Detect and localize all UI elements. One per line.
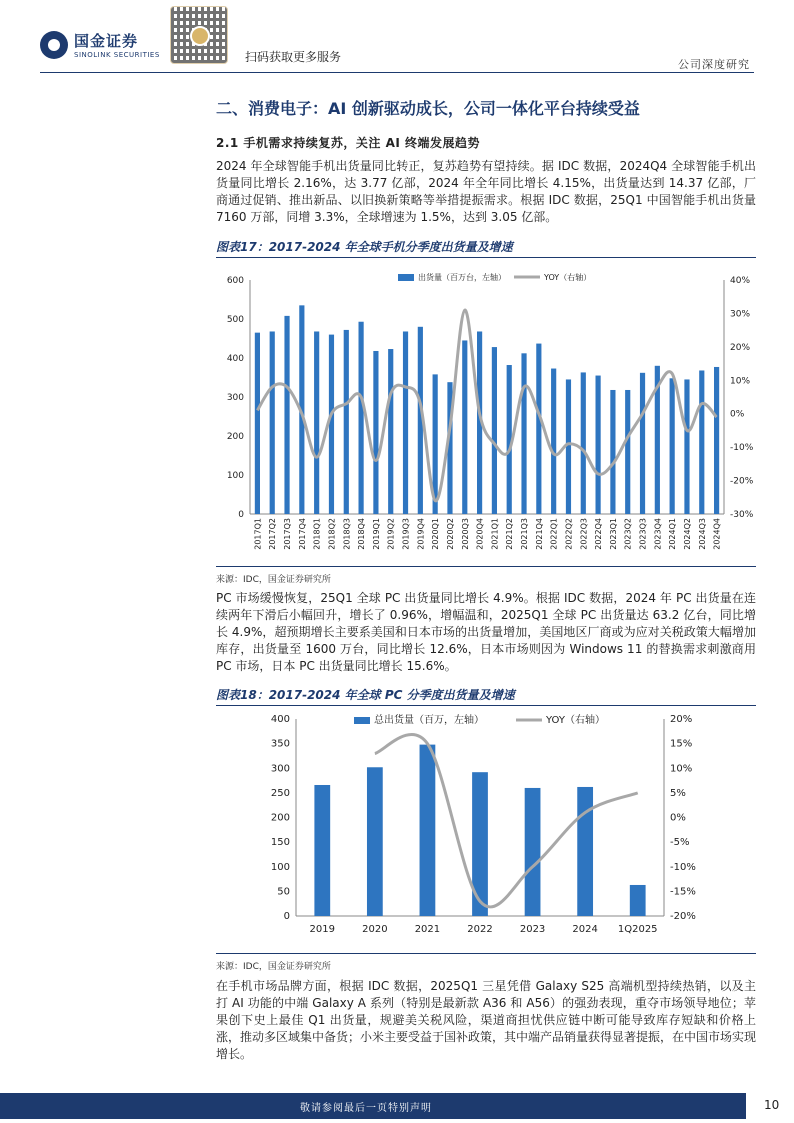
y-right-tick-label: 15% [670, 738, 693, 750]
legend-bar-swatch [354, 717, 370, 724]
bar [596, 376, 601, 514]
qr-center-icon [190, 26, 210, 46]
legend-line-label: YOY（右轴） [544, 273, 592, 282]
y-right-tick-label: -10% [670, 861, 696, 873]
y-right-tick-label: 30% [730, 309, 751, 320]
legend-line-label: YOY（右轴） [546, 715, 605, 726]
bar [525, 788, 541, 916]
y-left-tick-label: 300 [270, 763, 290, 775]
bar [344, 330, 349, 514]
bar [521, 353, 526, 514]
figure-17-title: 图表17：2017-2024 年全球手机分季度出货量及增速 [216, 240, 513, 254]
bar [462, 340, 467, 514]
bar [684, 379, 689, 514]
footer-disclaimer: 敬请参阅最后一页特别声明 [300, 1103, 432, 1114]
figure-18-title: 图表18：2017-2024 年全球 PC 分季度出货量及增速 [216, 688, 515, 702]
y-left-tick-label: 50 [277, 886, 290, 898]
legend-bar-label: 总出货量（百万，左轴） [374, 715, 484, 726]
bar [373, 351, 378, 514]
y-right-tick-label: 10% [730, 376, 751, 387]
header-divider [40, 72, 754, 73]
x-tick-label: 2019Q1 [371, 518, 381, 550]
y-left-tick-label: 100 [270, 861, 290, 873]
legend-bar-label: 出货量（百万台，左轴） [418, 273, 506, 282]
y-left-tick-label: 0 [283, 911, 290, 922]
source-1: 来源：IDC，国金证券研究所 [216, 575, 331, 585]
bar [670, 378, 675, 514]
subsection-title: 2.1 手机需求持续复苏，关注 AI 终端发展趋势 [216, 136, 481, 150]
x-tick-label: 2024Q4 [712, 518, 722, 550]
paragraph-1: 2024 年全球智能手机出货量同比转正，复苏趋势有望持续。据 IDC 数据，2024Q4 全球智能手机出货量同比增长 2.16%，达 3.77 亿部，2024 年全年同比增长 4.15%，出货量达到 14.37 亿部，厂商通过促销、推出新品、以旧换新策略等举措提振需求。根据 IDC 数据，25Q1 中国智能手机出货量 7160 万部，同增 3.3%，全球增速为 1.5%，达到 3.05 亿部。 [216, 159, 756, 224]
yoy-line [257, 310, 716, 501]
x-tick-label: 2017Q1 [253, 518, 263, 550]
paragraph-3: 在手机市场品牌方面，根据 IDC 数据，2025Q1 三星凭借 Galaxy S25 高端机型持续热销，以及主打 AI 功能的中端 Galaxy A 系列（特别是最新款 A36 和 A56）的强劲表现，重夺市场领导地位；苹果创下史上最佳 Q1 出货量，规避美关税风险，渠道商担忧供应链中断可能导致库存短缺和价格上涨，推动多区域集中备货；小米主要受益于国补政策，其中端产品销量获得显著提振，在中国市场实现增长。 [216, 979, 757, 1061]
logo-mark-icon [40, 31, 68, 59]
x-tick-label: 2017Q2 [268, 518, 278, 550]
y-right-tick-label: -20% [670, 911, 696, 922]
logo-cn: 国金证券 [74, 32, 139, 50]
y-left-tick-label: 0 [238, 510, 244, 520]
x-tick-label: 2022 [467, 924, 493, 935]
bar [566, 379, 571, 514]
page-number: 10 [764, 1098, 780, 1112]
x-tick-label: 2024 [572, 924, 598, 935]
bar [625, 390, 630, 514]
x-tick-label: 2020Q2 [445, 518, 455, 550]
x-tick-label: 2021Q2 [505, 518, 515, 550]
x-tick-label: 2017Q3 [283, 518, 293, 550]
x-tick-label: 2023Q3 [638, 518, 648, 550]
y-right-tick-label: 5% [670, 787, 686, 799]
x-tick-label: 2021Q4 [534, 518, 544, 550]
figure-18-divider [216, 705, 756, 706]
y-right-tick-label: -15% [670, 886, 696, 898]
x-tick-label: 2018Q4 [357, 518, 367, 550]
bar [420, 745, 436, 916]
y-right-tick-label: 0% [670, 812, 686, 824]
x-tick-label: 2020 [362, 924, 388, 935]
x-tick-label: 1Q2025 [617, 924, 658, 935]
y-right-tick-label: 40% [730, 276, 751, 286]
x-tick-label: 2018Q1 [312, 518, 322, 550]
x-tick-label: 2022Q3 [579, 518, 589, 550]
bar [610, 390, 615, 514]
bar [551, 369, 556, 514]
y-left-tick-label: 100 [226, 471, 244, 481]
y-left-tick-label: 200 [270, 812, 290, 824]
paragraph-2: PC 市场缓慢恢复，25Q1 全球 PC 出货量同比增长 4.9%。根据 IDC 数据，2024 年 PC 出货量在连续两年下滑后小幅回升，增长了 0.96%，增幅温和，2025Q1 全球 PC 出货量达 63.2 亿台，同比增长 4.9%，超预期增长主要系美国和日本市场的出货量增加，美国地区厂商或为应对关税政策大幅增加库存，出货量至 1600 万台，同比增长 12.6%，日本市场则因为 Windows 11 的替换需求刺激商用 PC 市场，日本 PC 出货量同比增长 15.6%。 [216, 591, 756, 673]
y-right-tick-label: -5% [670, 837, 690, 849]
bar [640, 373, 645, 514]
source-2: 来源：IDC，国金证券研究所 [216, 962, 331, 972]
section-title: 二、消费电子：AI 创新驱动成长，公司一体化平台持续受益 [216, 99, 640, 118]
y-right-tick-label: -10% [730, 443, 754, 454]
x-tick-label: 2023Q4 [653, 518, 663, 550]
figure-17-divider [216, 257, 756, 258]
x-tick-label: 2019 [309, 924, 336, 935]
bar [630, 885, 646, 916]
x-tick-label: 2019Q4 [416, 518, 426, 550]
bar [284, 316, 289, 514]
x-tick-label: 2018Q2 [327, 518, 337, 550]
bar [314, 331, 319, 514]
x-tick-label: 2024Q1 [668, 518, 678, 550]
bar [536, 344, 541, 514]
bar [367, 767, 383, 916]
x-tick-label: 2018Q3 [342, 518, 352, 550]
figure-18-bottom-divider [216, 953, 756, 954]
x-tick-label: 2021 [414, 924, 441, 935]
report-type: 公司深度研究 [678, 58, 750, 71]
y-right-tick-label: 20% [670, 714, 693, 725]
x-tick-label: 2019Q3 [401, 518, 411, 550]
x-tick-label: 2023Q2 [623, 518, 633, 550]
x-tick-label: 2023Q1 [608, 518, 618, 550]
scan-text: 扫码获取更多服务 [245, 50, 342, 64]
x-tick-label: 2022Q4 [594, 518, 604, 550]
x-tick-label: 2021Q3 [520, 518, 530, 550]
bar [714, 367, 719, 514]
y-left-tick-label: 150 [270, 837, 290, 849]
x-tick-label: 2022Q1 [549, 518, 559, 550]
y-right-tick-label: 10% [670, 763, 693, 775]
x-tick-label: 2022Q2 [564, 518, 574, 550]
x-tick-label: 2024Q3 [697, 518, 707, 550]
y-left-tick-label: 200 [226, 432, 244, 442]
logo-en: SINOLINK SECURITIES [74, 51, 160, 59]
x-tick-label: 2017Q4 [297, 518, 307, 550]
bar [581, 372, 586, 514]
x-tick-label: 2021Q1 [490, 518, 500, 550]
bar [492, 347, 497, 514]
bar [270, 331, 275, 514]
y-left-tick-label: 600 [226, 276, 244, 286]
y-left-tick-label: 350 [270, 738, 290, 750]
x-tick-label: 2020Q1 [431, 518, 441, 550]
x-tick-label: 2019Q2 [386, 518, 396, 550]
x-tick-label: 2023 [519, 924, 546, 935]
figure-17-bottom-divider [216, 566, 756, 567]
y-left-tick-label: 250 [270, 787, 290, 799]
y-left-tick-label: 500 [226, 315, 244, 325]
chart-pc-shipments [216, 709, 756, 949]
x-tick-label: 2020Q4 [475, 518, 485, 550]
x-tick-label: 2020Q3 [460, 518, 470, 550]
y-right-tick-label: -20% [730, 476, 754, 487]
y-right-tick-label: 20% [730, 342, 751, 353]
chart-phone-shipments [216, 262, 756, 562]
x-tick-label: 2024Q2 [682, 518, 692, 550]
bar [403, 331, 408, 514]
bar [388, 349, 393, 514]
bar [329, 335, 334, 514]
y-left-tick-label: 300 [226, 393, 244, 403]
company-logo [40, 30, 160, 59]
bar [577, 787, 593, 916]
bar [255, 333, 260, 514]
bar [699, 370, 704, 514]
yoy-line [375, 734, 638, 906]
y-left-tick-label: 400 [226, 354, 244, 364]
y-right-tick-label: 0% [730, 409, 745, 420]
legend-bar-swatch [398, 274, 414, 281]
bar [359, 322, 364, 514]
bar [314, 785, 330, 916]
y-left-tick-label: 400 [270, 714, 290, 725]
y-right-tick-label: -30% [730, 510, 754, 520]
